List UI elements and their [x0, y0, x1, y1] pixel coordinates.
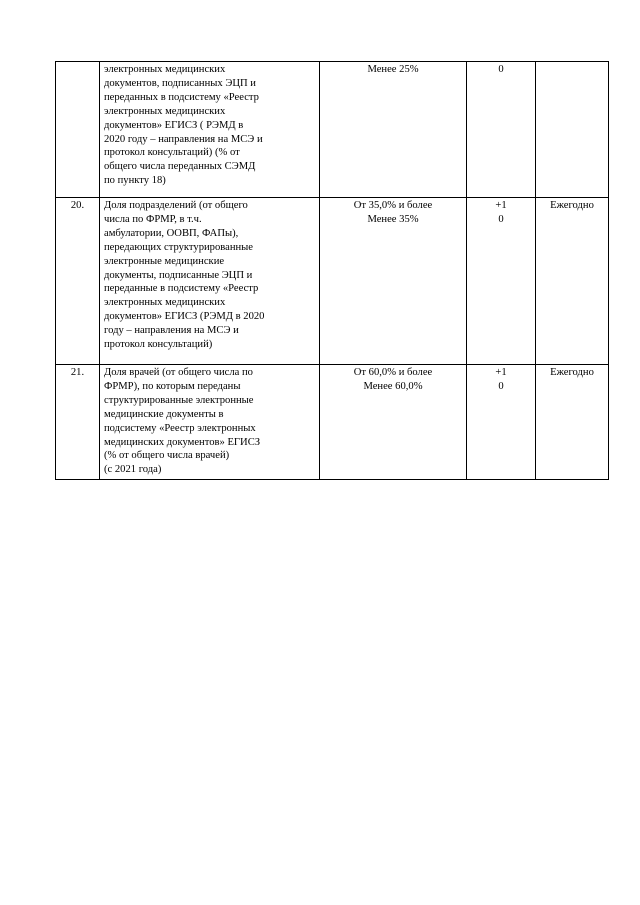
description-line: электронных медицинских — [104, 105, 226, 117]
indicators-table — [55, 61, 609, 480]
description-line: ФРМР), по которым переданы — [104, 380, 241, 392]
description-line: подсистему «Реестр электронных — [104, 422, 256, 434]
period-cell: Ежегодно — [536, 365, 609, 480]
table-row — [56, 62, 609, 198]
score-cell — [467, 365, 536, 480]
description-line: электронных медицинских — [104, 297, 226, 309]
score-cell — [467, 198, 536, 365]
description-line: переданных в подсистему «Реестр — [104, 91, 259, 103]
description-line: амбулатории, ООВП, ФАПы), — [104, 227, 239, 239]
criteria-line: Менее 35% — [367, 213, 419, 225]
criteria-cell — [320, 198, 467, 365]
score-line: 0 — [498, 380, 504, 392]
description-line: документов» ЕГИСЗ (РЭМД в 2020 — [104, 311, 265, 323]
description-line: протокол консультаций) (% от — [104, 147, 240, 159]
description-line: Доля подразделений (от общего — [104, 200, 248, 211]
score-cell — [467, 62, 536, 198]
row-number-cell — [56, 62, 100, 198]
period-cell: Ежегодно — [536, 198, 609, 365]
description-line: переданные в подсистему «Реестр — [104, 283, 259, 295]
description-line: документов, подписанных ЭЦП и — [104, 77, 256, 89]
criteria-cell — [320, 62, 467, 198]
description-line: по пункту 18) — [104, 175, 166, 187]
criteria-cell — [320, 365, 467, 480]
score-line: 0 — [498, 64, 504, 75]
criteria-line: Менее 60,0% — [363, 380, 423, 392]
description-line: числа по ФРМР, в т.ч. — [104, 213, 202, 225]
indicator-description-cell — [100, 62, 320, 198]
criteria-line: Менее 25% — [367, 64, 419, 75]
row-number-cell: 20. — [56, 198, 100, 365]
table-row — [56, 365, 609, 480]
description-line: передающих структурированные — [104, 241, 254, 253]
score-line: 0 — [498, 213, 504, 225]
indicator-description-cell — [100, 198, 320, 365]
description-line: Доля врачей (от общего числа по — [104, 367, 253, 378]
description-line: медицинские документы в — [104, 408, 224, 420]
criteria-line: От 35,0% и более — [353, 200, 433, 211]
table-row — [56, 198, 609, 365]
description-line: электронных медицинских — [104, 64, 226, 75]
indicator-description-cell — [100, 365, 320, 480]
description-line: документы, подписанные ЭЦП и — [104, 269, 253, 281]
description-line: 2020 году – направления на МСЭ и — [104, 133, 263, 145]
description-line: протокол консультаций) — [104, 339, 213, 351]
description-line: (% от общего числа врачей) — [104, 450, 230, 462]
score-line: +1 — [495, 367, 507, 378]
description-line: документов» ЕГИСЗ ( РЭМД в — [104, 119, 244, 131]
description-line: электронные медицинские — [104, 255, 225, 267]
row-number-cell: 21. — [56, 365, 100, 480]
criteria-line: От 60,0% и более — [353, 367, 433, 378]
description-line: медицинских документов» ЕГИСЗ — [104, 436, 261, 448]
score-line: +1 — [495, 200, 507, 211]
description-line: году – направления на МСЭ и — [104, 325, 239, 337]
period-cell — [536, 62, 609, 198]
description-line: структурированные электронные — [104, 394, 254, 406]
description-line: общего числа переданных СЭМД — [104, 161, 256, 173]
description-line: (с 2021 года) — [104, 464, 162, 476]
